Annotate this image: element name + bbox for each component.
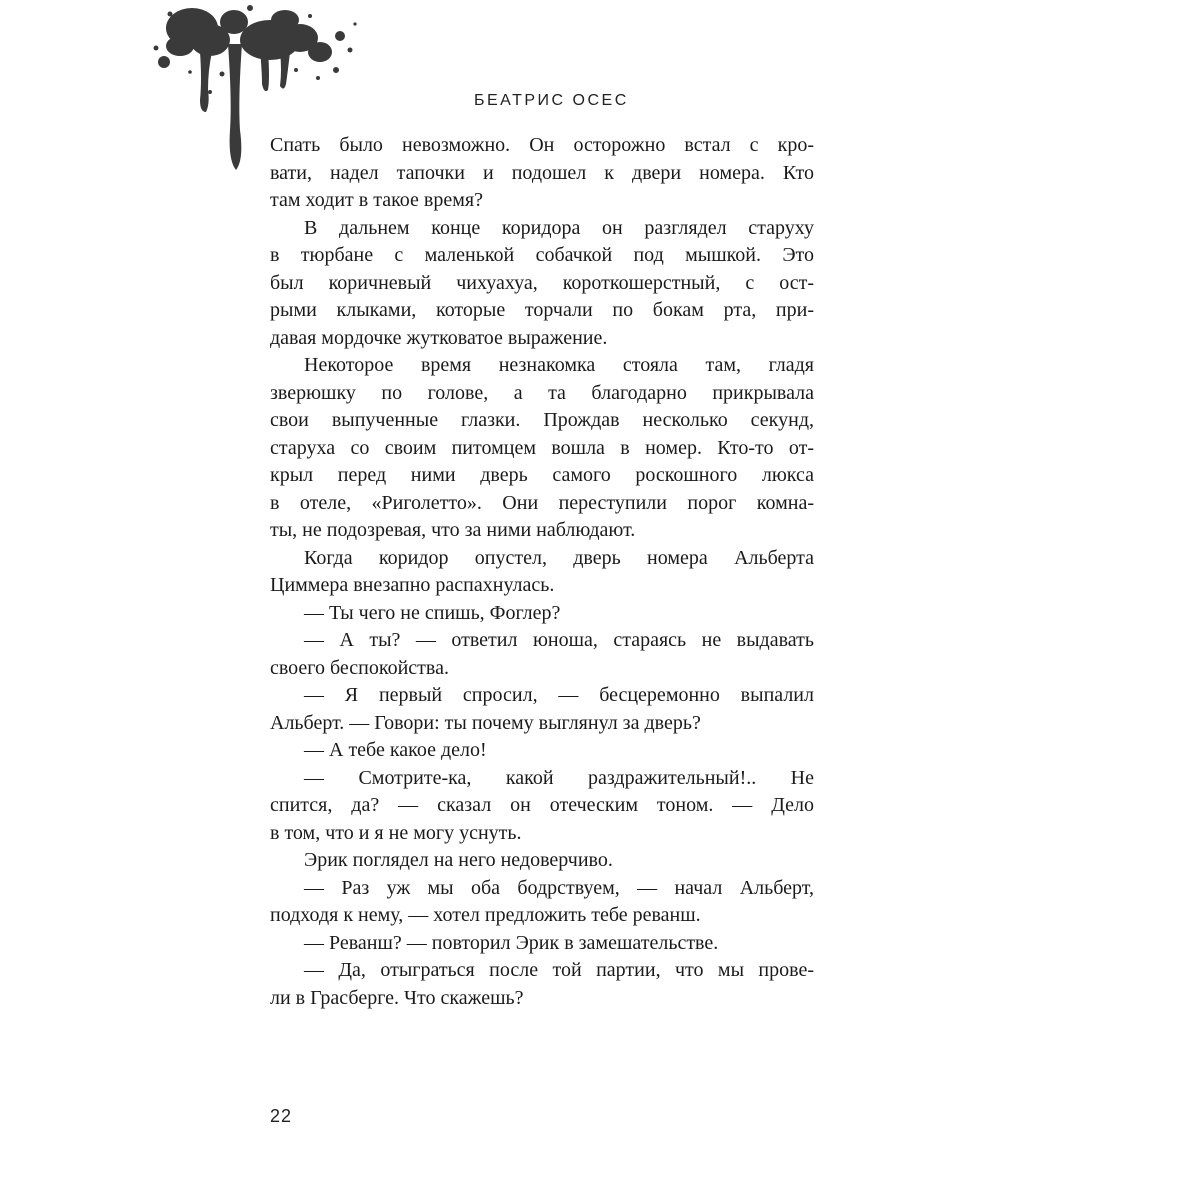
text-line: — А ты? — ответил юноша, стараясь не выдавать	[304, 629, 814, 651]
text-line: своего беспокойства.	[270, 656, 449, 679]
text-line: старуха со своим питомцем вошла в номер. Кто-то от-	[270, 436, 814, 459]
text-line: крыл перед ними дверь самого роскошного люкса	[270, 464, 814, 486]
text-line: спится, да? — сказал он отеческим тоном. — Дело	[270, 794, 814, 816]
text-line: — Да, отыграться после той партии, что мы прове-	[304, 959, 814, 981]
text-line: давая мордочке жутковатое выражение.	[270, 326, 608, 349]
text-line: ты, не подозревая, что за ними наблюдают.	[270, 519, 636, 541]
text-line: — Раз уж мы оба бодрствуем, — начал Альберт,	[304, 876, 814, 899]
text-line: — Реванш? — повторил Эрик в замешательстве.	[304, 931, 719, 954]
text-line: Альберт. — Говори: ты почему выглянул за дверь?	[270, 711, 701, 734]
text-line: — Смотрите-ка, какой раздражительный!.. Не	[304, 766, 814, 789]
running-header: БЕАТРИС ОСЕС	[474, 92, 629, 109]
text-line: В дальнем конце коридора он разглядел старуху	[304, 216, 814, 239]
page-number: 22	[270, 1106, 293, 1126]
text-line: ли в Грасберге. Что скажешь?	[270, 986, 524, 1009]
text-line: Эрик поглядел на него недоверчиво.	[304, 849, 613, 871]
text-line: рыми клыками, которые торчали по бокам рта, при-	[270, 299, 814, 321]
text-line: в том, что и я не могу уснуть.	[270, 821, 522, 844]
text-line: был коричневый чихуахуа, короткошерстный, с ост-	[270, 271, 814, 294]
text-line: — Ты чего не спишь, Фоглер?	[304, 601, 561, 624]
text-line: там ходит в такое время?	[270, 189, 483, 211]
text-line: зверюшку по голове, а та благодарно прикрывала	[270, 381, 814, 404]
text-line: — А тебе какое дело!	[304, 739, 487, 761]
text-line: Некоторое время незнакомка стояла там, гладя	[304, 354, 814, 376]
page-body-text	[270, 132, 814, 1012]
text-line: Циммера внезапно распахнулась.	[270, 574, 555, 596]
text-line: вати, надел тапочки и подошел к двери номера. Кто	[270, 161, 814, 184]
text-line: в отеле, «Риголетто». Они переступили порог комна-	[270, 491, 814, 514]
text-line: — Я первый спросил, — бесцеремонно выпалил	[304, 684, 814, 706]
text-line: Спать было невозможно. Он осторожно встал с кро-	[270, 134, 814, 156]
text-line: подходя к нему, — хотел предложить тебе реванш.	[270, 904, 701, 926]
text-line: Когда коридор опустел, дверь номера Альберта	[304, 546, 814, 569]
text-line: в тюрбане с маленькой собачкой под мышкой. Это	[270, 244, 814, 266]
text-line: свои выпученные глазки. Прождав несколько секунд,	[270, 409, 814, 431]
